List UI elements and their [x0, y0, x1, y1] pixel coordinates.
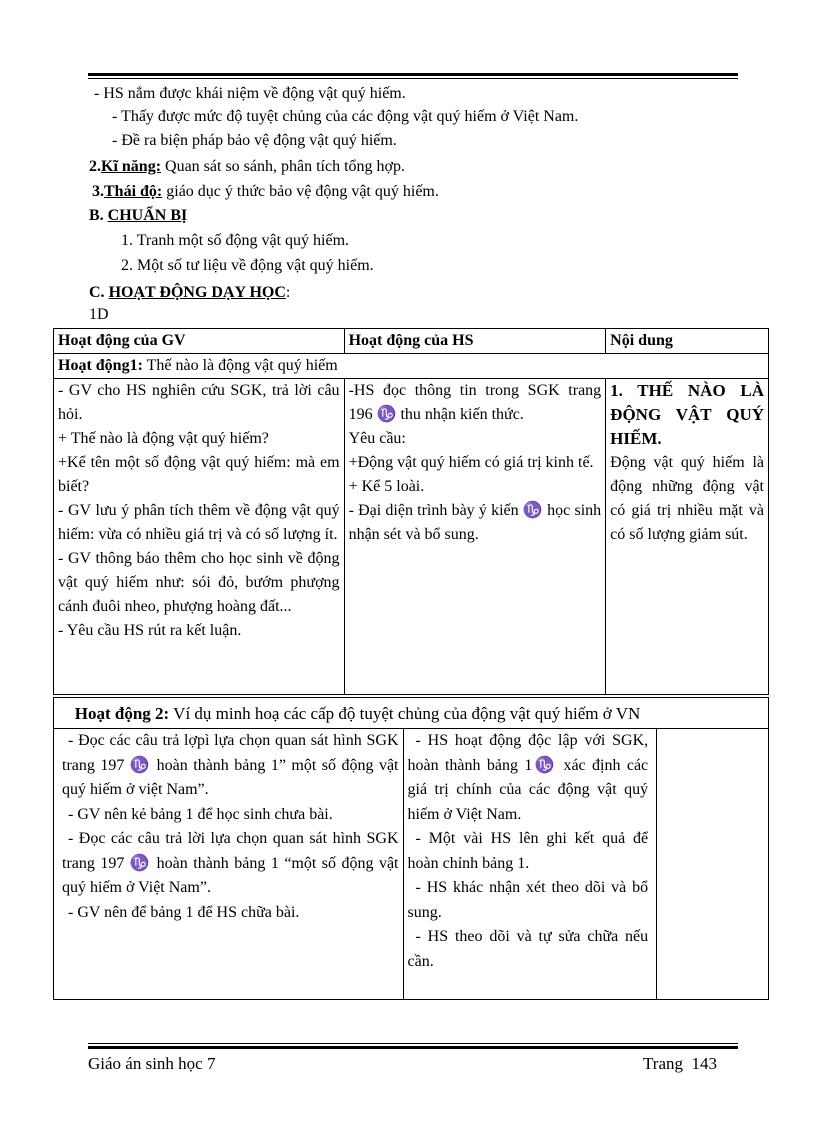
section-2-title	[54, 698, 769, 729]
attitude-num: 3.	[92, 183, 104, 200]
hs-2-item-3: - HS khác nhận xét theo dõi và bổ sung.	[407, 879, 649, 921]
footer-title: Giáo án sinh học 7	[88, 1054, 216, 1073]
section-2-label: Hoạt động 2:	[74, 704, 170, 723]
footer-page-number: 143	[691, 1054, 717, 1073]
objective-3: - Đề ra biện pháp bảo vệ động vật quý hiếm.	[112, 132, 397, 149]
prep-item-1: 1. Tranh một số động vật quý hiếm.	[121, 232, 350, 249]
content-1	[606, 379, 769, 695]
hs-2-item-1: - HS hoạt động độc lập với SGK, hoàn thành bảng 1♑ xác định các giá trị chính của các động vật quý hiếm ở Việt Nam.	[407, 732, 649, 823]
header-hs: Hoạt động của HS	[344, 329, 606, 354]
activity-table-2	[53, 697, 769, 1000]
gv-2-item-3: - Đọc các câu trả lời lựa chọn quan sát hình SGK trang 197 ♑ hoàn thành bảng 1 “một số động vật quý hiếm ở Việt Nam”.	[62, 830, 399, 896]
skills-text: Quan sát so sánh, phân tích tổng hợp.	[161, 158, 405, 175]
skills-line	[89, 157, 405, 177]
activities-prefix: C.	[89, 284, 109, 301]
gv-2-item-4: - GV nên để bảng 1 để HS chữa bài.	[68, 903, 300, 921]
hs-2-item-2: - Một vài HS lên ghi kết quả để hoàn chỉnh bảng 1.	[407, 830, 649, 872]
attitude-text: giáo dục ý thức bảo vệ động vật quý hiếm.	[162, 183, 439, 200]
header-rule-thick	[88, 73, 738, 76]
attitude-line	[92, 182, 439, 202]
header-rule-thin	[88, 78, 738, 79]
section-row-1	[54, 354, 769, 379]
footer-page-label: Trang	[643, 1054, 683, 1073]
footer-page	[643, 1054, 717, 1074]
header-gv: Hoạt động của GV	[54, 329, 345, 354]
gv-2-item-2: - GV nên kẻ bảng 1 để học sinh chưa bài.	[68, 805, 333, 823]
skills-num: 2.	[89, 158, 101, 175]
prep-heading-prefix: B.	[89, 207, 108, 224]
activities-suffix: :	[285, 284, 291, 301]
prep-item-2: 2. Một số tư liệu về động vật quý hiếm.	[121, 257, 374, 274]
section-1-label: Hoạt động1:	[58, 357, 143, 374]
hs-activity-2	[403, 729, 657, 1000]
table-header-row	[54, 329, 769, 354]
content-1-text: Động vật quý hiếm là động những động vật có giá trị nhiều mặt và có số lượng giảm sút.	[610, 454, 764, 543]
attitude-label: Thái độ:	[104, 183, 163, 200]
section-row-2	[54, 698, 769, 729]
hs-activity-1: -HS đọc thông tin trong SGK trang 196 ♑ thu nhận kiến thức. Yêu cầu: +Động vật quý hiếm có giá trị kinh tế. + Kể 5 loài. - Đại diện trình bày ý kiến ♑ học sinh nhận sét và bổ sung.	[344, 379, 606, 695]
table-row	[54, 379, 769, 695]
table-row	[54, 729, 769, 1000]
footer-rule-thick	[88, 1046, 738, 1049]
prep-heading	[89, 206, 187, 226]
section-1-text: Thế nào là động vật quý hiếm	[142, 357, 338, 374]
class-code: 1D	[89, 306, 109, 323]
activities-title: HOẠT ĐỘNG DẠY HỌC	[108, 284, 286, 301]
gv-activity-2	[54, 729, 404, 1000]
prep-heading-title: CHUẨN BỊ	[107, 207, 188, 224]
header-content: Nội dung	[606, 329, 769, 354]
skills-label: Kĩ năng:	[101, 158, 162, 175]
gv-activity-1: - GV cho HS nghiên cứu SGK, trả lời câu hỏi. + Thế nào là động vật quý hiếm? +Kể tên một số động vật quý hiếm: mà em biết? - GV lưu ý phân tích thêm về động vật quý hiếm: vừa có nhiều giá trị và có số lượng ít. - GV thông báo thêm cho học sinh về động vật quý hiếm như: sói đỏ, bướm phượng cánh đuôi nheo, phượng hoàng đất... - Yêu cầu HS rút ra kết luận.	[54, 379, 345, 695]
activity-table-1	[53, 328, 769, 695]
section-1-title	[54, 354, 769, 379]
hs-2-item-4: - HS theo dõi và tự sửa chữa nếu cần.	[407, 928, 649, 970]
footer-rule-thin	[88, 1043, 738, 1044]
content-1-title: 1. THẾ NÀO LÀ ĐỘNG VẬT QUÝ HIẾM.	[610, 381, 764, 448]
activities-heading	[89, 283, 290, 303]
objective-2: - Thấy được mức độ tuyệt chủng của các động vật quý hiếm ở Việt Nam.	[112, 108, 579, 125]
section-2-text: Ví dụ minh hoạ các cấp độ tuyệt chủng của động vật quý hiếm ở VN	[169, 704, 641, 723]
gv-2-item-1: - Đọc các câu trả lợpì lựa chọn quan sát hình SGK trang 197 ♑ hoàn thành bảng 1” một số động vật quý hiếm ở việt Nam”.	[62, 732, 399, 798]
content-2	[657, 729, 769, 1000]
objective-1: - HS nắm được khái niệm về động vật quý hiếm.	[94, 85, 406, 102]
